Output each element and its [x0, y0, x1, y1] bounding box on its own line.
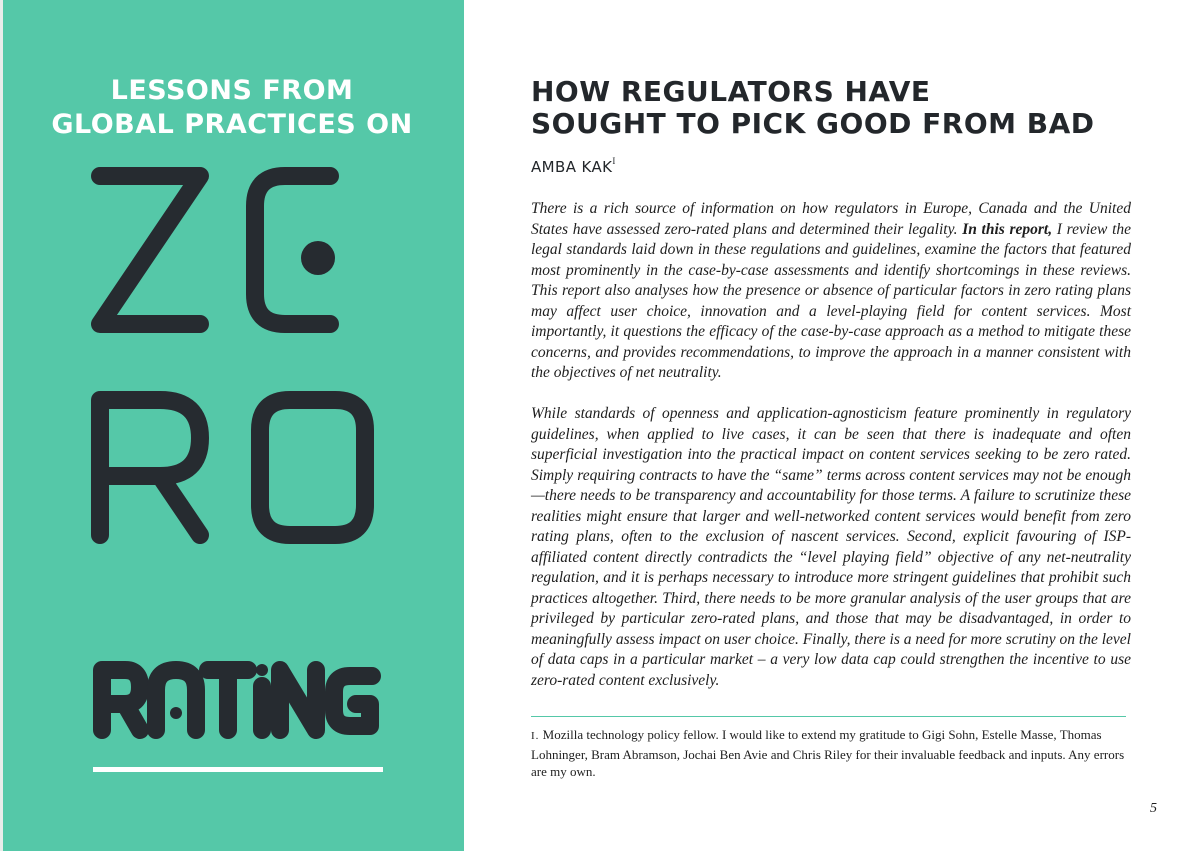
summary-paragraph-1	[531, 199, 1131, 384]
author-name: AMBA KAK	[531, 158, 613, 176]
p1-bold: In this report,	[962, 220, 1053, 238]
letter-g-row3	[334, 676, 372, 726]
letter-n-row3	[280, 670, 316, 730]
footnote-divider	[531, 716, 1126, 717]
author-byline	[531, 158, 616, 176]
letter-t-row3	[208, 670, 248, 730]
footnote	[531, 726, 1131, 781]
letter-i-dot	[256, 664, 268, 676]
author-footnote-ref[interactable]: I	[612, 156, 616, 166]
letter-e-dot	[301, 241, 335, 275]
letter-o-row2	[260, 400, 365, 535]
letter-a-dot	[170, 707, 182, 719]
article-title-line2: SOUGHT TO PICK GOOD FROM BAD	[531, 107, 1095, 140]
footnote-number: I.	[531, 730, 540, 742]
cover-kicker-line2: GLOBAL PRACTICES ON	[51, 109, 413, 140]
p1-intro: There is a rich source of information on how regulators in Europe, Canada and the United States have assessed zero-rated plans and determined their legality.	[531, 200, 1131, 238]
page-number: 5	[1150, 801, 1157, 816]
cover-rule	[93, 767, 383, 772]
cover-big-lettering	[0, 0, 464, 851]
summary-paragraph-2: While standards of openness and application-agnosticism feature prominently in regulatory guidelines, when applied to live cases, it can be seen that there is inadequate and often superficial investigation into the practical impact on content services seeking to be zero rated. Simply requiring contracts to have the “same” terms across content services may not be enough—there needs to be transparency and accountability for those terms. A failure to scrutinize these realities might ensure that larger and well-networked content services would benefit from zero rating plans, often to the exclusion of nascent services. Second, explicit favouring of ISP-affiliated content directly contradicts the “level playing field” objective of any net-neutrality regulation, and it is perhaps necessary to introduce more stringent guidelines that prohibit such practices altogether. Third, there needs to be more granular analysis of the user groups that are privileged by particular zero-rated plans, and those that may be disadvantaged, in order to meaningfully assess impact on user choice. Finally, there is a need for more scrutiny on the level of data caps in a particular market – a very low data cap could strengthen the incentive to use zero-rated content exclusively.	[531, 405, 1131, 689]
p1-rest: I review the legal standards laid down in these regulations and guidelines, examine the factors that featured most prominently in the case-by-case assessments and identify shortcomings in these reviews. This report also analyses how the presence or absence of particular factors in zero rating plans may affect user choice, innovation and a level-playing field for content services. Most importantly, it questions the efficacy of the case-by-case approach as a method to mitigate these concerns, and provides recommendations, to improve the approach in a manner consistent with the objectives of net neutrality.	[531, 220, 1132, 381]
letter-r-row3	[102, 670, 140, 730]
letter-z	[100, 176, 200, 324]
cover-kicker-line1: LESSONS FROM	[110, 75, 354, 106]
article-title-line1: HOW REGULATORS HAVE	[531, 75, 931, 108]
footnote-text: Mozilla technology policy fellow. I would like to extend my gratitude to Gigi Sohn, Estelle Masse, Thomas Lohninger, Bram Abramson, Jochai Ben Avie and Chris Riley for their invaluable feedback and inputs. Any errors are my own.	[531, 727, 1125, 779]
letter-a-row3	[156, 670, 196, 730]
article-title	[531, 76, 1151, 140]
letter-r-row2	[100, 400, 200, 535]
